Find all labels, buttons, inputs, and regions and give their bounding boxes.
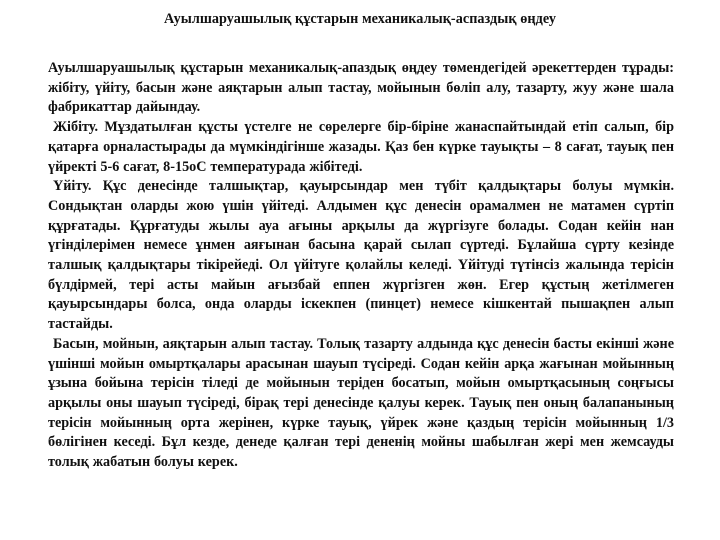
paragraph-intro: Ауылшаруашылық құстарын механикалық-апаздық өңдеу төмендегідей әрекеттерден тұрады: жібіту, үйіту, басын және аяқтарын алып тастау, мойынын бөліп алу, тазарту, жуу және шала фабрикаттар дайындау.: [48, 60, 674, 116]
paragraph-singeing: Үйіту. Құс денесінде талшықтар, қауырсындар мен түбіт қалдықтары болуы мүмкін. Сондықтан оларды жою үшін үйітеді. Алдымен құс денесін орамалмен не матамен сүртіп құрғатады. Құрғатуды жылы ауа ағыны арқылы да жүргізуге болады. Содан кейін нан үгінділерімен немесе ұнмен аяғынан басына қарай сылап сүртеді. Бұлайша сүрту кезінде талшық қалдықтары тікірейеді. Ол үйітуге қолайлы келеді. Үйітуді түтінсіз жалында терісін бүлдірмей, тері асты майын ағызбай еппен жүргізген жөн. Егер құстың жетілмеген қауырсындары болса, онда оларды іскекпен (пинцет) немесе кішкентай пышақпен алып тастайды.: [48, 178, 674, 333]
paragraph-thawing: Жібіту. Мұздатылған құсты үстелге не сөрелерге бір-біріне жанаспайтындай етіп салып, бір қатарға орналастырады да мүмкіндігінше жазады. Қаз бен күрке тауықты – 8 сағат, тауық пен үйректі 5-6 сағат, 8-15оС температурада жібітеді.: [48, 119, 674, 175]
document-body: [48, 59, 674, 473]
document-title: Ауылшаруашылық құстарын механикалық-аспаздық өңдеу: [164, 11, 556, 27]
paragraph-head-neck-legs-removal: Басын, мойнын, аяқтарын алып тастау. Толық тазарту алдында құс денесін басты екінші және үшінші мойын омыртқалары арасынан шауып түсіреді. Содан кейін арқа жағынан мойынның ұзына бойына терісін тіледі де мойынын теріден босатып, мойын омыртқасының соңғысы арқылы оны шауып түсіреді, бірақ тері денесінде қалуы керек. Тауық пен оның балапанының терісін мойынның орта жерінен, күрке тауық, үйрек және қаздың терісін мойынның 1/3 бөлігінен кеседі. Бұл кезде, денеде қалған тері дененің мойны шабылған жері мен жемсауды толық жабатын болуы керек.: [48, 335, 674, 471]
